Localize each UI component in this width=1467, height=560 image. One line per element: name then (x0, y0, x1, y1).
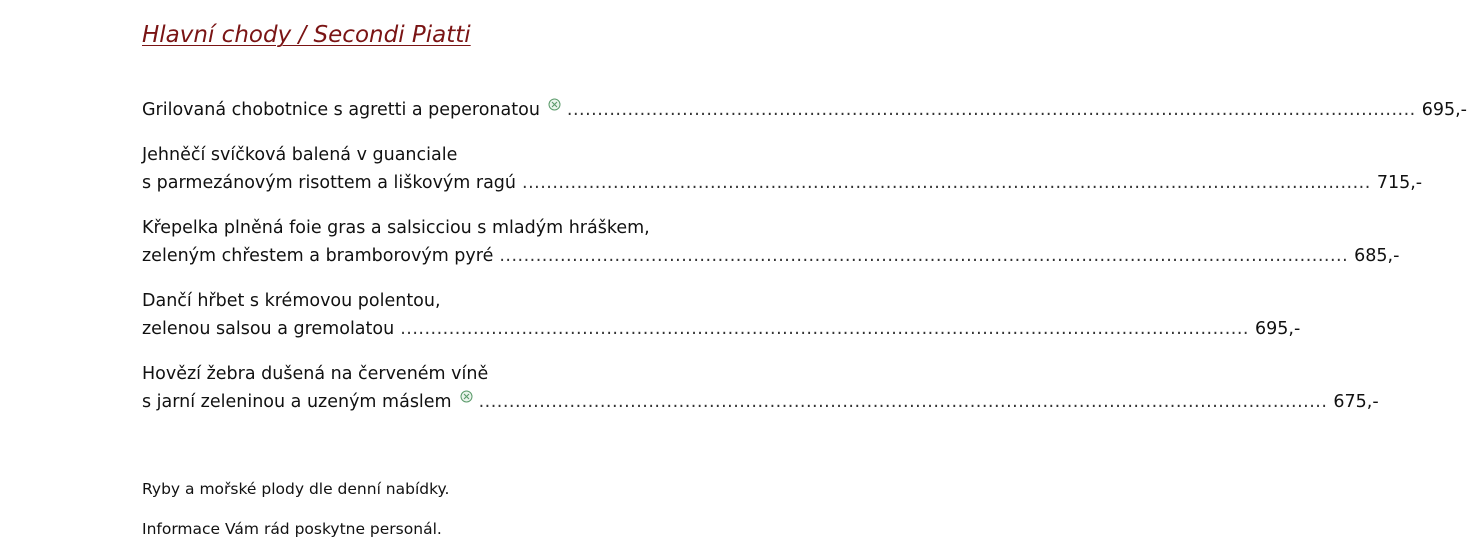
dish-item (142, 360, 1379, 416)
seafood-note: Ryby a mořské plody dle denní nabídky. (142, 480, 450, 498)
vegetarian-icon (460, 390, 473, 403)
dish-description: zelenou salsou a gremolatou (142, 319, 395, 339)
dish-price: 715,- (1376, 173, 1423, 193)
dot-leader: ............................................................................................................................................ (478, 392, 1328, 412)
dish-item (142, 96, 1467, 124)
dish-price: 695,- (1254, 319, 1301, 339)
dish-name (142, 96, 561, 124)
dot-leader: ............................................................................................................................................ (522, 173, 1371, 193)
dish-price-line (142, 315, 1301, 343)
dish-name-line (142, 141, 874, 169)
dish-price-line (142, 96, 1467, 124)
dish-item (142, 214, 1400, 270)
dish-name: Jehněčí svíčková balená v guanciale (142, 145, 458, 165)
vegetarian-icon (548, 98, 561, 111)
dish-price-line (142, 169, 1423, 197)
dish-price: 695,- (1421, 100, 1467, 120)
dish-name-text: Grilovaná chobotnice s agretti a peperonatou (142, 100, 540, 120)
staff-info-note: Informace Vám rád poskytne personál. (142, 520, 442, 538)
dish-name: Hovězí žebra dušená na červeném víně (142, 364, 489, 384)
dish-name-line (142, 360, 874, 388)
dish-item (142, 287, 1301, 343)
dish-list (142, 96, 1467, 433)
dish-price: 675,- (1333, 392, 1379, 412)
dish-price-line (142, 242, 1400, 270)
dot-leader: ............................................................................................................................................ (400, 319, 1249, 339)
dish-name-line (142, 287, 874, 315)
menu-notes (142, 478, 449, 558)
dish-description-text: s jarní zeleninou a uzeným máslem (142, 392, 452, 412)
dish-description: zeleným chřestem a bramborovým pyré (142, 246, 494, 266)
dish-name: Křepelka plněná foie gras a salsicciou s mladým hráškem, (142, 218, 650, 238)
dot-leader: ............................................................................................................................................ (566, 100, 1416, 120)
dish-name-line (142, 214, 874, 242)
dish-description (142, 388, 473, 416)
dish-price: 685,- (1354, 246, 1400, 266)
section-title: Hlavní chody / Secondi Piatti (142, 22, 471, 48)
dish-price-line (142, 388, 1379, 416)
dish-description: s parmezánovým risottem a liškovým ragú (142, 173, 517, 193)
dot-leader: ............................................................................................................................................ (499, 246, 1349, 266)
dish-item (142, 141, 1423, 197)
dish-name: Dančí hřbet s krémovou polentou, (142, 291, 441, 311)
